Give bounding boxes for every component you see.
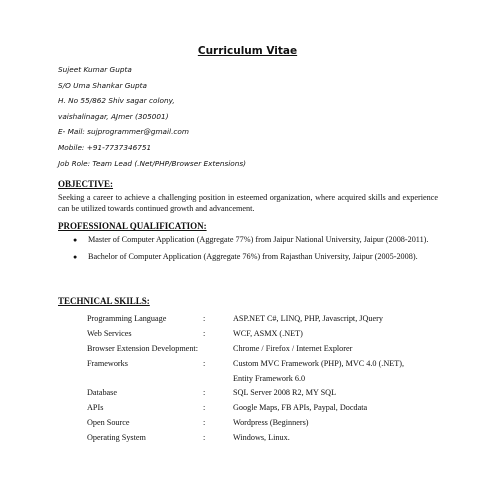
objective-heading: OBJECTIVE:: [58, 179, 114, 189]
bullet-icon: ●: [73, 252, 78, 261]
skill-separator: :: [203, 314, 206, 323]
skill-value: Custom MVC Framework (PHP), MVC 4.0 (.NET),: [233, 358, 405, 368]
skill-value: Chrome / Firefox / Internet Explorer: [233, 343, 353, 353]
skill-row: [87, 312, 453, 327]
contact-email: E- Mail: sujprogrammer@gmail.com: [58, 127, 189, 137]
list-item: [73, 235, 453, 246]
skill-value: SQL Server 2008 R2, MY SQL: [233, 388, 337, 398]
contact-job-role: Job Role: Team Lead (.Net/PHP/Browser Extensions): [58, 158, 247, 168]
skill-separator: [203, 372, 233, 387]
skill-row: [87, 357, 453, 372]
objective-text: Seeking a career to achieve a challenging position in esteemed organization, where acquired skills and experience can be utilized towards continued growth and advancement.: [58, 193, 438, 213]
skill-label: Operating System: [87, 433, 146, 443]
skill-separator: :: [203, 328, 206, 338]
skill-row: [87, 401, 453, 416]
qualification-text: Master of Computer Application (Aggregate 77%) from Jaipur National University, Jaipur (2008-2011).: [88, 235, 429, 244]
skill-separator: :: [203, 358, 206, 368]
bullet-icon: ●: [73, 236, 78, 244]
skill-separator: :: [203, 403, 206, 413]
skill-separator: :: [203, 418, 206, 428]
contact-address-line-2: vaishalinagar, AJmer (305001): [58, 111, 169, 121]
contact-mobile: Mobile: +91-7737346751: [58, 142, 152, 152]
contact-parent: S/O Uma Shankar Gupta: [58, 80, 148, 90]
skill-label: Web Services: [87, 328, 132, 338]
skill-label: Frameworks: [87, 358, 128, 368]
skill-separator: :: [203, 388, 206, 398]
skill-label: Open Source: [87, 418, 130, 428]
qualification-text: Bachelor of Computer Application (Aggregate 76%) from Rajasthan University, Jaipur (2005-2008).: [88, 251, 418, 261]
skill-label: APIs: [87, 403, 104, 413]
qualification-heading: PROFESSIONAL QUALIFICATION:: [58, 221, 207, 231]
contact-address-line-1: H. No 55/862 Shiv sagar colony,: [58, 96, 175, 106]
skill-value: Windows, Linux.: [233, 433, 290, 443]
document-title: Curriculum Vitae: [197, 45, 298, 57]
skill-value: Google Maps, FB APIs, Paypal, Docdata: [233, 403, 368, 413]
contact-name: Sujeet Kumar Gupta: [58, 65, 132, 74]
contact-block: [58, 62, 246, 171]
skill-label: Programming Language: [87, 314, 167, 323]
list-item: [73, 252, 453, 263]
skill-row: [87, 327, 453, 342]
skill-value: Entity Framework 6.0: [233, 373, 306, 383]
technical-skills-heading: TECHNICAL SKILLS:: [58, 296, 150, 306]
skill-value: ASP.NET C#, LINQ, PHP, Javascript, JQuery: [233, 314, 383, 323]
skill-label: Database: [87, 388, 118, 398]
skill-value: Wordpress (Beginners): [233, 418, 309, 428]
skill-row: [87, 342, 453, 357]
qualification-list: [73, 235, 453, 268]
skill-row: [87, 386, 453, 401]
technical-skills-table: [87, 312, 453, 446]
skill-row: [87, 431, 453, 446]
skill-value: WCF, ASMX (.NET): [233, 328, 303, 338]
skill-label: Browser Extension Development:: [87, 343, 198, 353]
skill-label: [87, 372, 203, 387]
skill-row: [87, 372, 453, 387]
skill-row: [87, 416, 453, 431]
skill-separator: :: [203, 433, 206, 443]
